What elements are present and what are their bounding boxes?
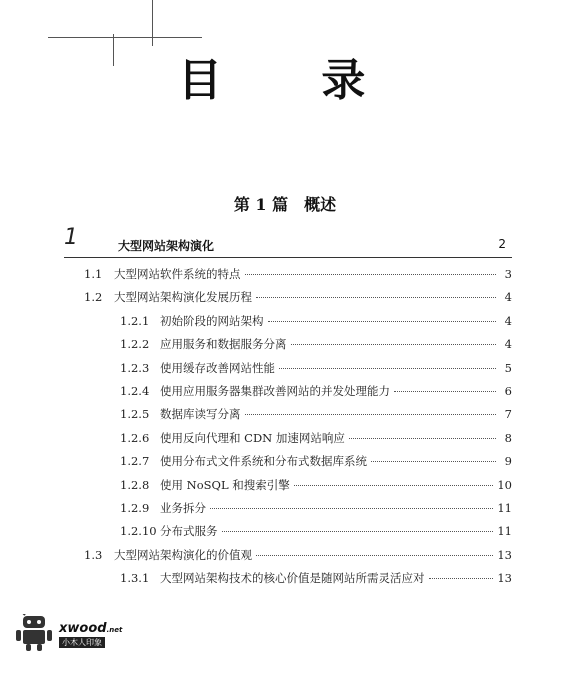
entry-number: 1.2.7 <box>120 454 150 469</box>
entry-title: 使用反向代理和 CDN 加速网站响应 <box>160 430 345 445</box>
entry-page: 5 <box>504 360 512 375</box>
page-title: 目 录 <box>178 55 408 106</box>
entry-number: 1.2.1 <box>120 313 150 328</box>
entry-title: 大型网站软件系统的特点 <box>114 267 241 281</box>
dot-leader <box>429 578 494 579</box>
dot-leader <box>256 297 496 298</box>
toc-entry[interactable] <box>84 383 512 406</box>
entry-page: 11 <box>497 500 512 515</box>
dot-leader <box>222 531 494 532</box>
entry-number: 1.2.3 <box>120 360 150 375</box>
entry-number: 1.2.2 <box>120 337 150 352</box>
entry-title: 使用 NoSQL 和搜索引擎 <box>160 477 290 492</box>
toc-entry[interactable] <box>84 477 512 500</box>
dot-leader <box>279 368 496 369</box>
toc-entry[interactable] <box>84 313 512 336</box>
entry-page: 7 <box>504 407 512 422</box>
entry-page: 10 <box>497 477 512 492</box>
dot-leader <box>245 414 497 415</box>
chapter-row[interactable] <box>64 225 512 253</box>
chapter-page-number: 2 <box>498 237 506 251</box>
entry-page: 4 <box>504 337 512 352</box>
entry-title: 使用缓存改善网站性能 <box>160 360 275 375</box>
toc-entry[interactable] <box>84 360 512 383</box>
entry-title: 初始阶段的网站架构 <box>160 313 264 328</box>
entry-number: 1.1 <box>84 267 103 281</box>
entry-page: 3 <box>504 267 512 281</box>
crop-mark-horizontal <box>48 37 202 38</box>
crop-mark-vertical-2 <box>152 0 153 46</box>
chapter-divider <box>64 257 512 258</box>
entry-number: 1.2.8 <box>120 477 150 492</box>
entry-number: 1.3 <box>84 547 103 562</box>
dot-leader <box>394 391 496 392</box>
dot-leader <box>291 344 497 345</box>
toc-entry[interactable] <box>84 523 512 546</box>
entry-page: 11 <box>497 524 512 539</box>
dot-leader <box>294 485 494 486</box>
entry-page: 13 <box>497 571 512 586</box>
dot-leader <box>349 438 496 439</box>
entry-number: 1.2.10 <box>120 524 157 539</box>
dot-leader <box>256 555 493 556</box>
entry-number: 1.3.1 <box>120 571 150 586</box>
toc-entry[interactable] <box>84 406 512 429</box>
dot-leader <box>268 321 497 322</box>
toc-entry[interactable] <box>84 453 512 476</box>
entry-title: 应用服务和数据服务分离 <box>160 337 287 352</box>
watermark-subtitle: 小木人印象 <box>59 637 105 648</box>
toc-entry[interactable] <box>84 266 512 289</box>
toc-entry[interactable] <box>84 289 512 312</box>
watermark-brand: xwood.net <box>59 621 123 636</box>
entry-page: 4 <box>504 313 512 328</box>
toc-entry[interactable] <box>84 430 512 453</box>
entry-title: 大型网站架构技术的核心价值是随网站所需灵活应对 <box>160 571 425 586</box>
entry-title: 大型网站架构演化的价值观 <box>114 547 252 562</box>
part-heading: 第 1 篇 概述 <box>233 195 337 214</box>
dot-leader <box>210 508 493 509</box>
chapter-title: 大型网站架构演化 <box>118 239 215 253</box>
entry-page: 4 <box>504 290 512 305</box>
toc-entry[interactable] <box>84 500 512 523</box>
entry-number: 1.2.4 <box>120 383 150 398</box>
entry-title: 分布式服务 <box>160 524 218 539</box>
entry-number: 1.2 <box>84 290 103 305</box>
entry-number: 1.2.6 <box>120 430 150 445</box>
entry-number: 1.2.5 <box>120 407 150 422</box>
toc-entry[interactable] <box>84 570 512 593</box>
entry-number: 1.2.9 <box>120 500 150 515</box>
entry-title: 数据库读写分离 <box>160 407 241 422</box>
entry-title: 使用应用服务器集群改善网站的并发处理能力 <box>160 383 390 398</box>
chapter-number: 1 <box>64 225 78 250</box>
entry-title: 使用分布式文件系统和分布式数据库系统 <box>160 454 367 469</box>
crop-mark-vertical-1 <box>113 34 114 66</box>
entry-page: 6 <box>504 383 512 398</box>
entry-page: 8 <box>504 430 512 445</box>
toc-entry[interactable] <box>84 336 512 359</box>
watermark-logo <box>14 614 124 654</box>
entry-title: 业务拆分 <box>160 500 206 515</box>
entry-page: 13 <box>497 547 512 562</box>
android-robot-icon <box>14 614 54 652</box>
entry-title: 大型网站架构演化发展历程 <box>114 290 252 305</box>
dot-leader <box>371 461 496 462</box>
entry-page: 9 <box>504 454 512 469</box>
dot-leader <box>245 274 497 275</box>
toc-list <box>84 266 512 593</box>
toc-entry[interactable] <box>84 547 512 570</box>
